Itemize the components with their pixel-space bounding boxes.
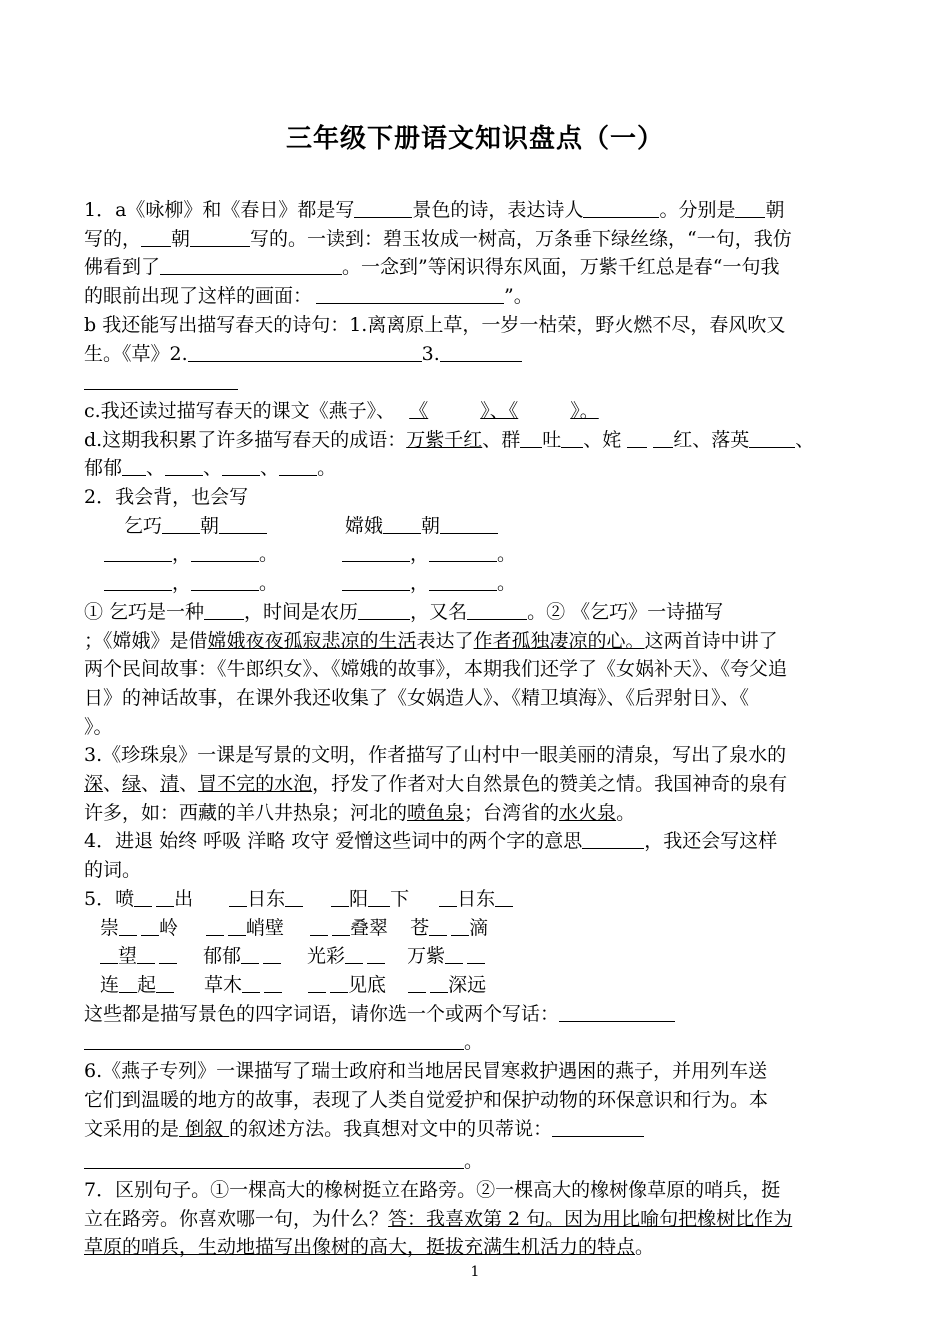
blank[interactable] [84, 369, 238, 390]
text-line: 连 起 草木 见底 深远 [100, 973, 487, 996]
blank[interactable] [735, 197, 765, 218]
blank[interactable] [308, 972, 326, 993]
text-line: 深、绿、清、冒不完的水泡，抒发了作者对大自然景色的赞美之情。我国神奇的泉有 [84, 773, 788, 796]
underlined-word: 清 [160, 773, 180, 796]
blank[interactable] [451, 915, 469, 936]
blank[interactable] [495, 886, 513, 907]
blank[interactable] [559, 1001, 675, 1022]
blank[interactable] [191, 541, 259, 562]
blank[interactable] [219, 513, 267, 534]
text-line: 写的， 朝 写的。一读到：碧玉妆成一树高，万条垂下绿丝绦，“一句，我仿 [84, 227, 792, 250]
blank[interactable] [119, 972, 137, 993]
blank[interactable] [429, 915, 447, 936]
underlined-title: 《 》、《 》。 [409, 399, 599, 422]
underlined-answer: 草原的哨兵，生动地描写出像树的高大，挺拔充满生机活力的特点 [84, 1236, 636, 1259]
document-body [84, 196, 870, 1262]
blank[interactable] [408, 972, 426, 993]
text-line: 这些都是描写景色的四字词语，请你选一个或两个写话： [84, 1000, 870, 1029]
underlined-word: 深 [84, 773, 104, 796]
blank[interactable] [264, 972, 282, 993]
text-line: 。 [84, 1028, 870, 1057]
text-line: 》。 [84, 715, 113, 738]
text-line: 郁郁 、 、 、 。 [84, 457, 337, 480]
text-line: 6.《燕子专列》一课描写了瑞士政府和当地居民冒寒救护遇困的燕子，并用列车送 [84, 1060, 768, 1083]
text-line: 草原的哨兵，生动地描写出像树的高大，挺拔充满生机活力的特点。 [84, 1236, 655, 1259]
blank[interactable] [445, 943, 463, 964]
blank[interactable] [358, 599, 410, 620]
text-line: 4．进退 始终 呼吸 洋略 攻守 爱憎这些词中的两个字的意思 ，我还会写这样 [84, 830, 778, 853]
blank[interactable] [383, 513, 421, 534]
blank[interactable] [582, 828, 644, 849]
blank[interactable] [749, 427, 795, 448]
blank[interactable] [467, 599, 527, 620]
blank[interactable] [552, 1116, 644, 1137]
blank[interactable] [119, 915, 137, 936]
blank[interactable] [354, 197, 412, 218]
blank[interactable] [429, 541, 497, 562]
blank[interactable] [279, 455, 317, 476]
text-line: 乞巧 朝 嫦娥 朝 [84, 512, 870, 541]
blank[interactable] [84, 1148, 464, 1169]
text-line: ① 乞巧是一种 ，时间是农历 ，又名 。② 《乞巧》一诗描写 [84, 600, 724, 623]
blank[interactable] [162, 513, 200, 534]
blank[interactable] [242, 972, 260, 993]
text-line: 佛看到了 。一念到”等闲识得东风面，万紫千红总是春“一句我 [84, 256, 780, 279]
underlined-phrase: 作者孤独凄凉的心。 [473, 629, 645, 652]
text-line: 2．我会背，也会写 [84, 486, 249, 509]
underlined-phrase: 嫦娥夜夜孤寂悲凉的生活 [207, 629, 417, 652]
blank[interactable] [467, 943, 485, 964]
blank[interactable] [345, 943, 363, 964]
blank[interactable] [316, 283, 504, 304]
underlined-word: 水火泉 [559, 801, 617, 824]
blank[interactable] [520, 427, 542, 448]
text-line: 望 郁郁 光彩 万紫 [84, 942, 870, 971]
blank[interactable] [188, 341, 422, 362]
blank[interactable] [100, 943, 118, 964]
blank[interactable] [228, 915, 246, 936]
text-line: b 我还能写出描写春天的诗句：1.离离原上草，一岁一枯荣，野火燃不尽，春风吹又 [84, 313, 786, 336]
blank[interactable] [160, 254, 342, 275]
underlined-word: 喷鱼泉 [407, 801, 465, 824]
blank[interactable] [84, 1029, 464, 1050]
blank[interactable] [104, 570, 172, 591]
blank[interactable] [122, 455, 146, 476]
page-number: 1 [470, 1264, 480, 1280]
blank[interactable] [561, 427, 583, 448]
blank[interactable] [342, 570, 410, 591]
text-line: 它们到温暖的地方的故事，表现了人类自觉爱护和保护动物的环保意识和行为。本 [84, 1088, 769, 1111]
blank[interactable] [330, 972, 348, 993]
text-line: 文采用的是 倒叙 的叙述方法。我真想对文中的贝蒂说： [84, 1115, 870, 1144]
underlined-word: 倒叙 [185, 1117, 224, 1140]
text-line: c.我还读过描写春天的课文《燕子》、 《 》、《 》。 [84, 399, 599, 422]
text-line: 1．a《咏柳》和《春日》都是写 景色的诗，表达诗人 。分别是 朝 [84, 199, 785, 221]
text-line: 5．喷 出 日东 阳 下 日东 [84, 885, 870, 914]
underlined-idiom: 万紫千红 [406, 428, 483, 451]
blank[interactable] [159, 943, 177, 964]
blank[interactable] [368, 886, 390, 907]
blank[interactable] [206, 915, 224, 936]
blank[interactable] [141, 226, 171, 247]
text-line [84, 368, 870, 397]
blank[interactable] [191, 570, 259, 591]
text-line: 生。《草》2. 3. [84, 340, 870, 369]
blank[interactable] [104, 541, 172, 562]
text-line: 许多，如：西藏的羊八井热泉；河北的喷鱼泉；台湾省的水火泉。 [84, 801, 636, 824]
page-title: 三年级下册语文知识盘点（一） [285, 124, 664, 154]
text-line: d.这期我积累了许多描写春天的成语：万紫千红、群 吐 、姹 红、落英 、 [84, 428, 815, 451]
text-line: 3.《珍珠泉》一课是写景的文明，作者描写了山村中一眼美丽的清泉，写出了泉水的 [84, 744, 787, 767]
blank[interactable] [342, 541, 410, 562]
blank[interactable] [439, 886, 457, 907]
text-line: 立在路旁。你喜欢哪一句，为什么？答：我喜欢第 2 句。因为用比喻句把橡树比作为 [84, 1207, 793, 1230]
blank[interactable] [627, 427, 647, 448]
blank[interactable] [165, 455, 203, 476]
blank[interactable] [332, 915, 350, 936]
underlined-phrase: 冒不完的水泡 [198, 773, 313, 796]
blank[interactable] [310, 915, 328, 936]
blank[interactable] [430, 972, 448, 993]
text-line: 的眼前出现了这样的画面： ”。 [84, 285, 533, 308]
blank[interactable] [204, 599, 244, 620]
underlined-word: 绿 [122, 773, 142, 796]
blank[interactable] [429, 570, 497, 591]
blank[interactable] [263, 943, 281, 964]
text-line: 日》的神话故事，在课外我还收集了《女娲造人》、《精卫填海》、《后羿射日》、《 [84, 686, 750, 709]
blank[interactable] [190, 226, 250, 247]
blank[interactable] [156, 886, 174, 907]
blank[interactable] [331, 886, 349, 907]
blank[interactable] [137, 943, 155, 964]
blank[interactable] [440, 341, 522, 362]
blank[interactable] [156, 972, 174, 993]
text-line: ， 。 ， 。 [84, 569, 870, 598]
blank[interactable] [583, 197, 659, 218]
text-line: 7．区别句子。①一棵高大的橡树挺立在路旁。②一棵高大的橡树像草原的哨兵，挺 [84, 1178, 781, 1201]
text-line: 的词。 [84, 859, 142, 882]
text-line: ；《嫦娥》是借嫦娥夜夜孤寂悲凉的生活表达了作者孤独凄凉的心。这两首诗中讲了 [84, 629, 778, 652]
text-line: ， 。 ， 。 [84, 540, 870, 569]
blank[interactable] [141, 915, 159, 936]
blank[interactable] [653, 427, 673, 448]
underlined-answer: 答：我喜欢第 2 句。因为用比喻句把橡树比作为 [388, 1207, 793, 1230]
text-line: 崇 岭 峭壁 叠翠 苍 滴 [100, 916, 489, 939]
blank[interactable] [134, 886, 152, 907]
blank[interactable] [229, 886, 247, 907]
text-line: 。 [84, 1147, 870, 1176]
blank[interactable] [285, 886, 303, 907]
blank[interactable] [222, 455, 260, 476]
blank[interactable] [241, 943, 259, 964]
blank[interactable] [367, 943, 385, 964]
blank[interactable] [440, 513, 498, 534]
text-line: 两个民间故事：《牛郎织女》、《嫦娥的故事》，本期我们还学了《女娲补天》、《夸父追 [84, 658, 788, 681]
